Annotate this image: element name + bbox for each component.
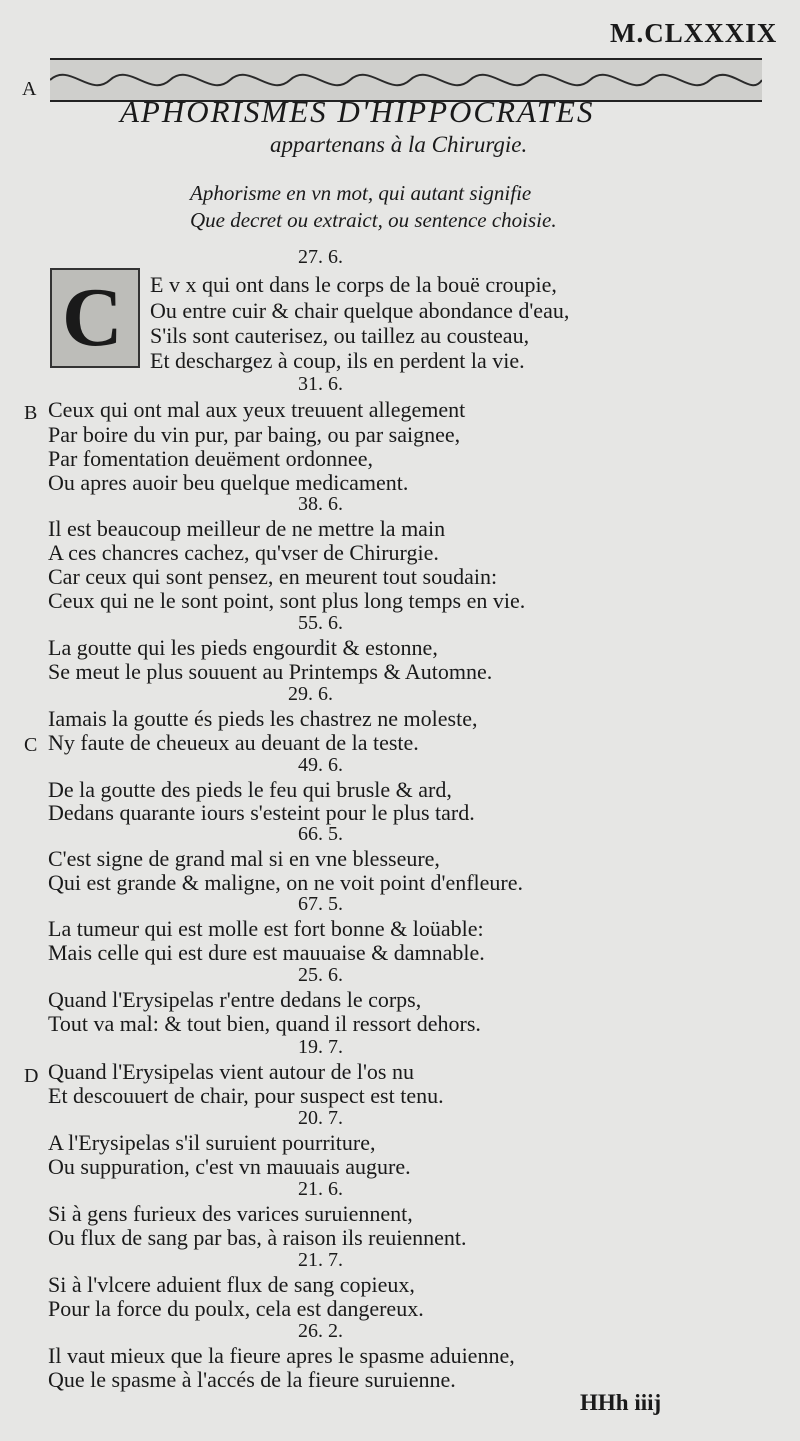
verse-line: Et deschargez à coup, ils en perdent la vie. xyxy=(150,348,525,373)
verse-line: Ou flux de sang par bas, à raison ils reuiennent. xyxy=(48,1225,467,1250)
verse-line: Dedans quarante iours s'esteint pour le plus tard. xyxy=(48,800,475,825)
verse-line: De la goutte des pieds le feu qui brusle & ard, xyxy=(48,777,452,802)
verse-line: A ces chancres cachez, qu'vser de Chirurgie. xyxy=(48,540,439,565)
aphorism-ref: 21. 6. xyxy=(298,1178,343,1200)
page-folio: M.CLXXXIX xyxy=(610,18,778,48)
epigraph-line: Que decret ou extraict, ou sentence choisie. xyxy=(190,208,557,232)
dropcap-letter: C xyxy=(62,271,123,364)
aphorism-ref: 26. 2. xyxy=(298,1320,343,1342)
verse-line: Par fomentation deuëment ordonnee, xyxy=(48,446,374,471)
verse-line: Se meut le plus souuent au Printemps & Automne. xyxy=(48,659,493,684)
verse-line: Il est beaucoup meilleur de ne mettre la main xyxy=(48,516,446,541)
verse-line: Quand l'Erysipelas r'entre dedans le corps, xyxy=(48,987,422,1012)
verse-line: Tout va mal: & tout bien, quand il ressort dehors. xyxy=(48,1011,481,1036)
verse-line: Car ceux qui sont pensez, en meurent tout soudain: xyxy=(48,564,498,589)
aphorism-ref: 19. 7. xyxy=(298,1036,343,1058)
verse-line: Si à gens furieux des varices suruiennent, xyxy=(48,1201,413,1226)
signature-mark: HHh iiij xyxy=(580,1390,662,1415)
verse-line: Par boire du vin pur, par baing, ou par saignee, xyxy=(48,422,461,447)
verse-line: Quand l'Erysipelas vient autour de l'os nu xyxy=(48,1059,414,1084)
aphorism-ref: 49. 6. xyxy=(298,754,343,776)
aphorism-ref: 21. 7. xyxy=(298,1249,343,1271)
verse-line: La tumeur qui est molle est fort bonne & loüable: xyxy=(48,916,484,941)
decorated-initial xyxy=(50,268,140,368)
verse-line: Ou apres auoir beu quelque medicament. xyxy=(48,470,409,495)
verse-line: La goutte qui les pieds engourdit & estonne, xyxy=(48,635,438,660)
aphorism-ref: 38. 6. xyxy=(298,493,343,515)
verse-line: E v x qui ont dans le corps de la bouë croupie, xyxy=(150,272,557,297)
aphorism-ref: 25. 6. xyxy=(298,964,343,986)
verse-line: Iamais la goutte és pieds les chastrez ne moleste, xyxy=(48,706,478,731)
verse-line: C'est signe de grand mal si en vne blesseure, xyxy=(48,846,440,871)
verse-line: S'ils sont cauterisez, ou taillez au cousteau, xyxy=(150,323,530,348)
verse-line: Et descouuert de chair, pour suspect est tenu. xyxy=(48,1083,444,1108)
aphorism-ref: 20. 7. xyxy=(298,1107,343,1129)
page-subtitle: appartenans à la Chirurgie. xyxy=(270,132,528,157)
verse-line: Ou suppuration, c'est vn mauuais augure. xyxy=(48,1154,411,1179)
aphorism-ref: 66. 5. xyxy=(298,823,343,845)
margin-letter-d: D xyxy=(24,1065,39,1087)
verse-line: Si à l'vlcere aduient flux de sang copieux, xyxy=(48,1272,415,1297)
aphorism-ref: 31. 6. xyxy=(298,373,343,395)
aphorism-ref: 27. 6. xyxy=(298,246,343,268)
verse-line: Que le spasme à l'accés de la fieure suruienne. xyxy=(48,1367,456,1392)
aphorism-ref: 67. 5. xyxy=(298,893,343,915)
verse-line: Pour la force du poulx, cela est dangereux. xyxy=(48,1296,424,1321)
verse-line: Mais celle qui est dure est mauuaise & damnable. xyxy=(48,940,485,965)
verse-line: Ny faute de cheueux au deuant de la teste. xyxy=(48,730,419,755)
aphorism-ref: 29. 6. xyxy=(288,683,333,705)
verse-line: Ceux qui ne le sont point, sont plus long temps en vie. xyxy=(48,588,526,613)
aphorism-ref: 55. 6. xyxy=(298,612,343,634)
margin-letter-c: C xyxy=(24,734,38,756)
verse-line: Ceux qui ont mal aux yeux treuuent allegement xyxy=(48,397,466,422)
margin-letter-b: B xyxy=(24,402,38,424)
verse-line: Qui est grande & maligne, on ne voit point d'enfleure. xyxy=(48,870,524,895)
verse-line: Il vaut mieux que la fieure apres le spasme aduienne, xyxy=(48,1343,515,1368)
margin-letter-a: A xyxy=(22,78,37,100)
verse-line: A l'Erysipelas s'il suruient pourriture, xyxy=(48,1130,376,1155)
verse-line: Ou entre cuir & chair quelque abondance d'eau, xyxy=(150,298,570,323)
page-title: APHORISMES D'HIPPOCRATES xyxy=(120,94,595,129)
epigraph-line: Aphorisme en vn mot, qui autant signifie xyxy=(190,181,532,205)
